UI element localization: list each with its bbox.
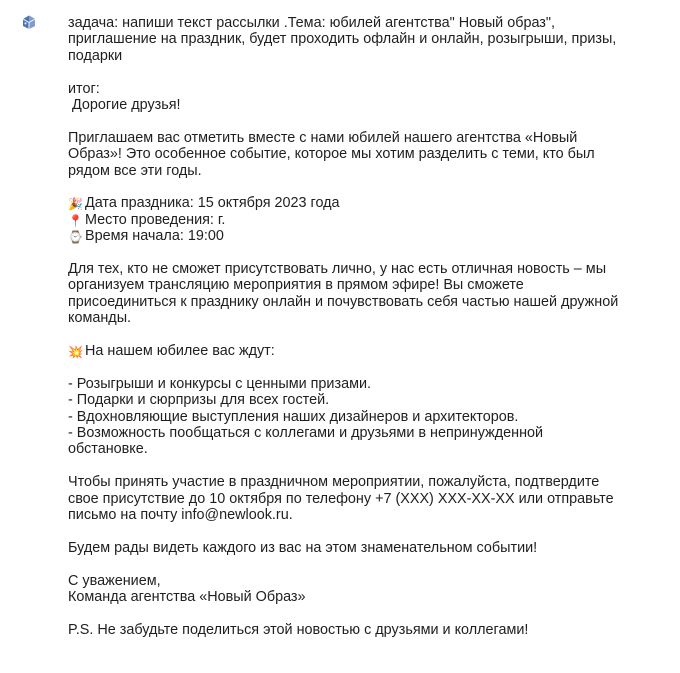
message-text [68, 15, 658, 638]
date-line: Дата праздника: 15 октября 2023 года [85, 195, 340, 212]
rsvp-line: свое присутствие до 10 октября по телефону +7 (XXX) XXX-XX-XX или отправьте [68, 490, 614, 507]
online-line: присоединиться к празднику онлайн и почувствовать себя частью нашей дружной [68, 293, 619, 310]
paragraph-gap [68, 458, 658, 474]
list-item: - Возможность пообщаться с коллегами и друзьями в непринужденной [68, 425, 544, 442]
time-line: Время начала: 19:00 [85, 228, 224, 245]
list-item: - Вдохновляющие выступления наших дизайнеров и архитекторов. [68, 408, 519, 425]
await-line: На нашем юбилее вас ждут: [85, 343, 275, 360]
paragraph-gap [68, 245, 658, 261]
online-line: Для тех, кто не сможет присутствовать лично, у нас есть отличная новость – мы [68, 261, 607, 278]
user-avatar-icon[interactable] [20, 13, 38, 31]
watch-icon: ⌚ [68, 230, 83, 245]
rsvp-line: письмо на почту info@newlook.ru. [68, 507, 293, 524]
await-row [68, 343, 658, 359]
signoff-line: Команда агентства «Новый Образ» [68, 589, 306, 606]
online-line: команды. [68, 310, 132, 327]
task-line: приглашение на праздник, будет проходить офлайн и онлайн, розыгрыши, призы, [68, 31, 617, 48]
place-row [68, 212, 658, 228]
greeting-line: Дорогие друзья! [68, 97, 181, 114]
paragraph-gap [68, 523, 658, 539]
paragraph-gap [68, 556, 658, 572]
task-line: подарки [68, 47, 123, 64]
result-label: итог: [68, 80, 100, 97]
intro-line: Образ»! Это особенное событие, которое мы хотим разделить с теми, кто был [68, 146, 595, 163]
party-popper-icon: 🎉 [68, 197, 83, 212]
paragraph-gap [68, 113, 658, 129]
place-line: Место проведения: г. [85, 211, 226, 228]
time-row [68, 228, 658, 244]
round-pushpin-icon: 📍 [68, 213, 83, 228]
date-row [68, 195, 658, 211]
ps-line: P.S. Не забудьте поделиться этой новостью с друзьями и коллегами! [68, 621, 529, 638]
rsvp-line: Чтобы принять участие в праздничном мероприятии, пожалуйста, подтвердите [68, 474, 600, 491]
paragraph-gap [68, 179, 658, 195]
online-line: организуем трансляцию мероприятия в прямом эфире! Вы сможете [68, 277, 524, 294]
paragraph-gap [68, 359, 658, 375]
paragraph-gap [68, 64, 658, 80]
paragraph-gap [68, 327, 658, 343]
signoff-line: С уважением, [68, 572, 161, 589]
paragraph-gap [68, 605, 658, 621]
intro-line: рядом все эти годы. [68, 162, 202, 179]
list-item: - Подарки и сюрпризы для всех гостей. [68, 392, 330, 409]
list-item: - Розыгрыши и конкурсы с ценными призами. [68, 375, 372, 392]
intro-line: Приглашаем вас отметить вместе с нами юбилей нашего агентства «Новый [68, 129, 578, 146]
closing-line: Будем рады видеть каждого из вас на этом знаменательном событии! [68, 539, 538, 556]
list-item: обстановке. [68, 441, 148, 458]
task-line: задача: напиши текст рассылки .Тема: юбилей агентства" Новый образ", [68, 15, 555, 31]
collision-icon: 💥 [68, 345, 83, 360]
